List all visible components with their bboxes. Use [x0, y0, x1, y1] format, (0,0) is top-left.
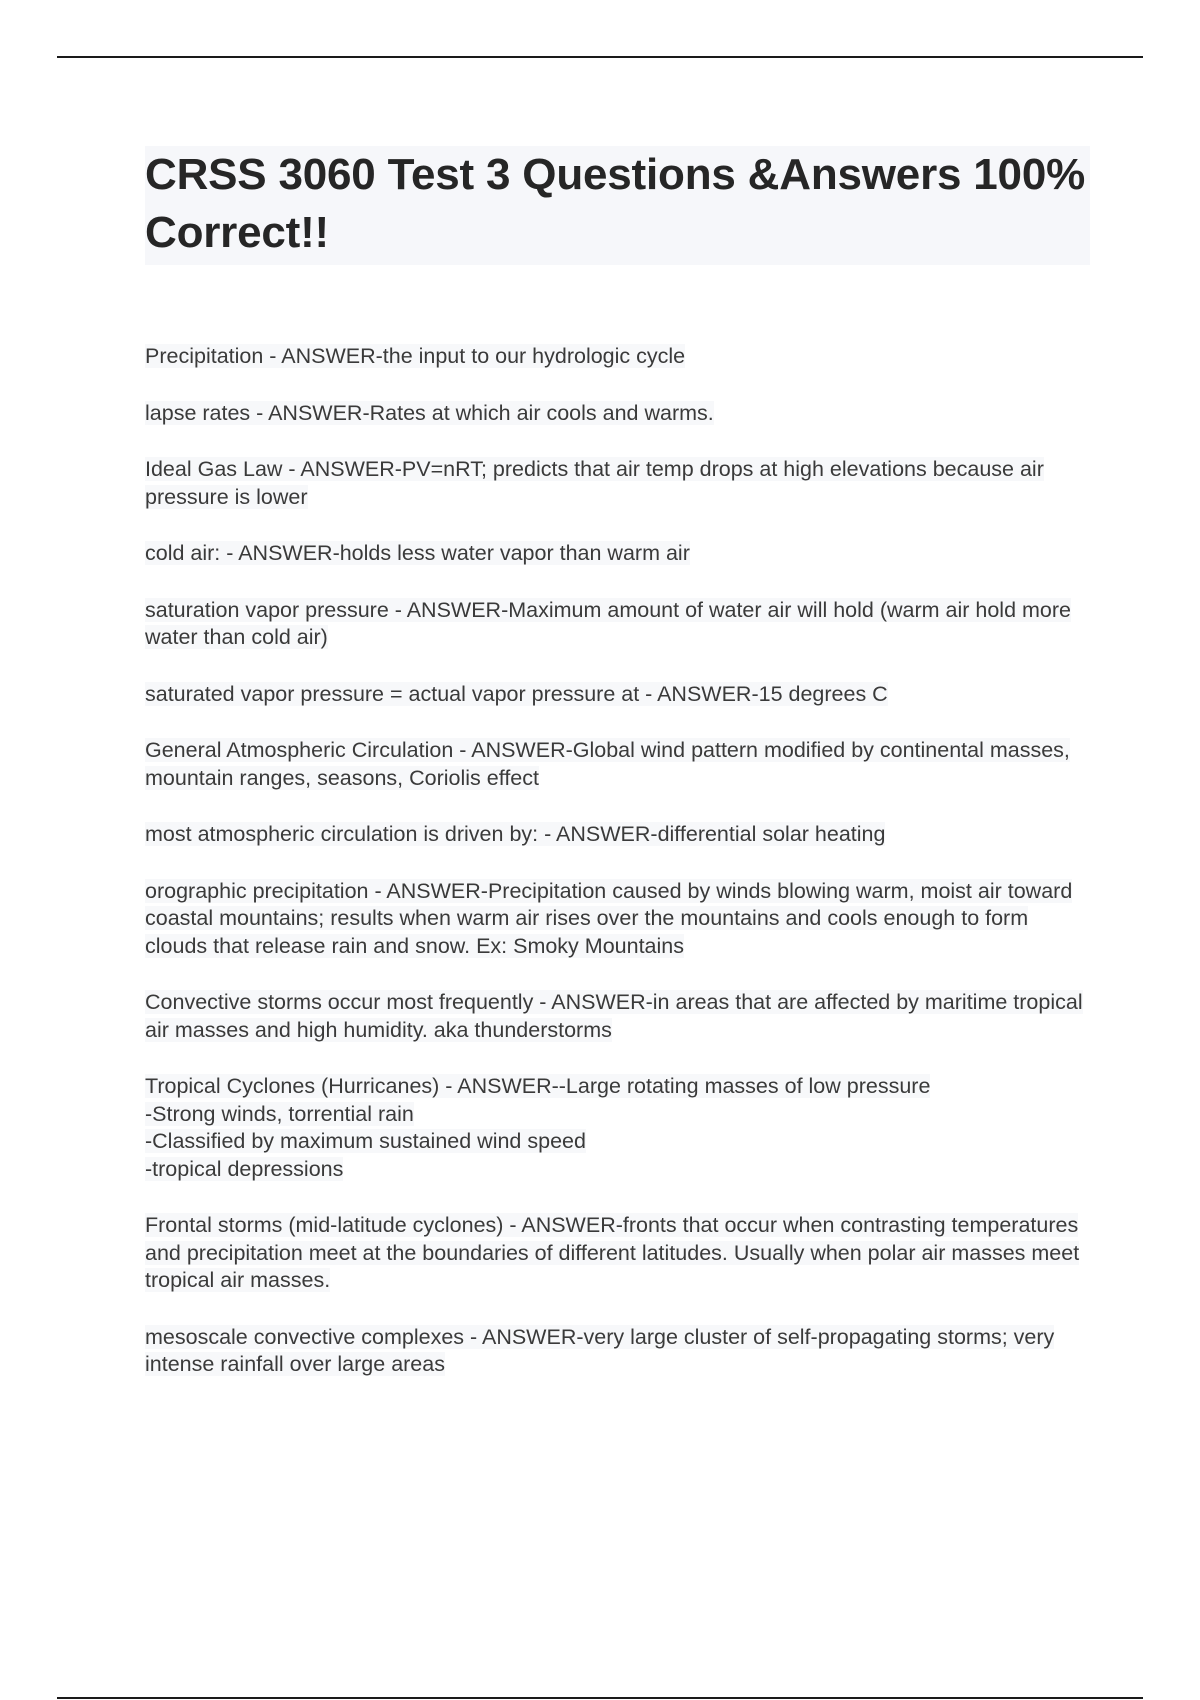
- qa-entry: mesoscale convective complexes - ANSWER-very large cluster of self-propagating storms; very intense rainfall over large areas: [145, 1324, 1055, 1376]
- bottom-divider: [57, 1697, 1143, 1699]
- document-body: [145, 146, 1090, 1408]
- qa-entry: most atmospheric circulation is driven by: - ANSWER-differential solar heating: [145, 822, 886, 846]
- qa-entry: General Atmospheric Circulation - ANSWER-Global wind pattern modified by continental masses, mountain ranges, seasons, Coriolis effect: [145, 738, 1070, 790]
- qa-entry: cold air: - ANSWER-holds less water vapor than warm air: [145, 541, 690, 565]
- qa-entry: Ideal Gas Law - ANSWER-PV=nRT; predicts that air temp drops at high elevations because air pressure is lower: [145, 457, 1044, 509]
- document-title: CRSS 3060 Test 3 Questions &Answers 100% Correct!!: [145, 146, 1090, 265]
- qa-entry: lapse rates - ANSWER-Rates at which air cools and warms.: [145, 400, 714, 425]
- qa-entry: Frontal storms (mid-latitude cyclones) - ANSWER-fronts that occur when contrasting temperatures and precipitation meet at the boundaries of different latitudes. Usually when polar air masses meet tropical air masses.: [145, 1213, 1080, 1292]
- qa-entry: Precipitation - ANSWER-the input to our hydrologic cycle: [145, 344, 686, 368]
- qa-entry: orographic precipitation - ANSWER-Precipitation caused by winds blowing warm, moist air toward coastal mountains; results when warm air rises over the mountains and cools enough to form clouds that release rain and snow. Ex: Smoky Mountains: [145, 878, 1073, 958]
- qa-entry: saturation vapor pressure - ANSWER-Maximum amount of water air will hold (warm air hold more water than cold air): [145, 597, 1072, 649]
- top-divider: [57, 56, 1143, 58]
- qa-entry: saturated vapor pressure = actual vapor pressure at - ANSWER-15 degrees C: [145, 681, 888, 706]
- qa-entry: Convective storms occur most frequently - ANSWER-in areas that are affected by maritime tropical air masses and high humidity. aka thunderstorms: [145, 990, 1083, 1042]
- qa-entry: Tropical Cyclones (Hurricanes) - ANSWER--Large rotating masses of low pressure -Strong winds, torrential rain -Classified by maximum sustained wind speed -tropical depressions: [145, 1074, 931, 1181]
- qa-list: [145, 343, 1090, 1379]
